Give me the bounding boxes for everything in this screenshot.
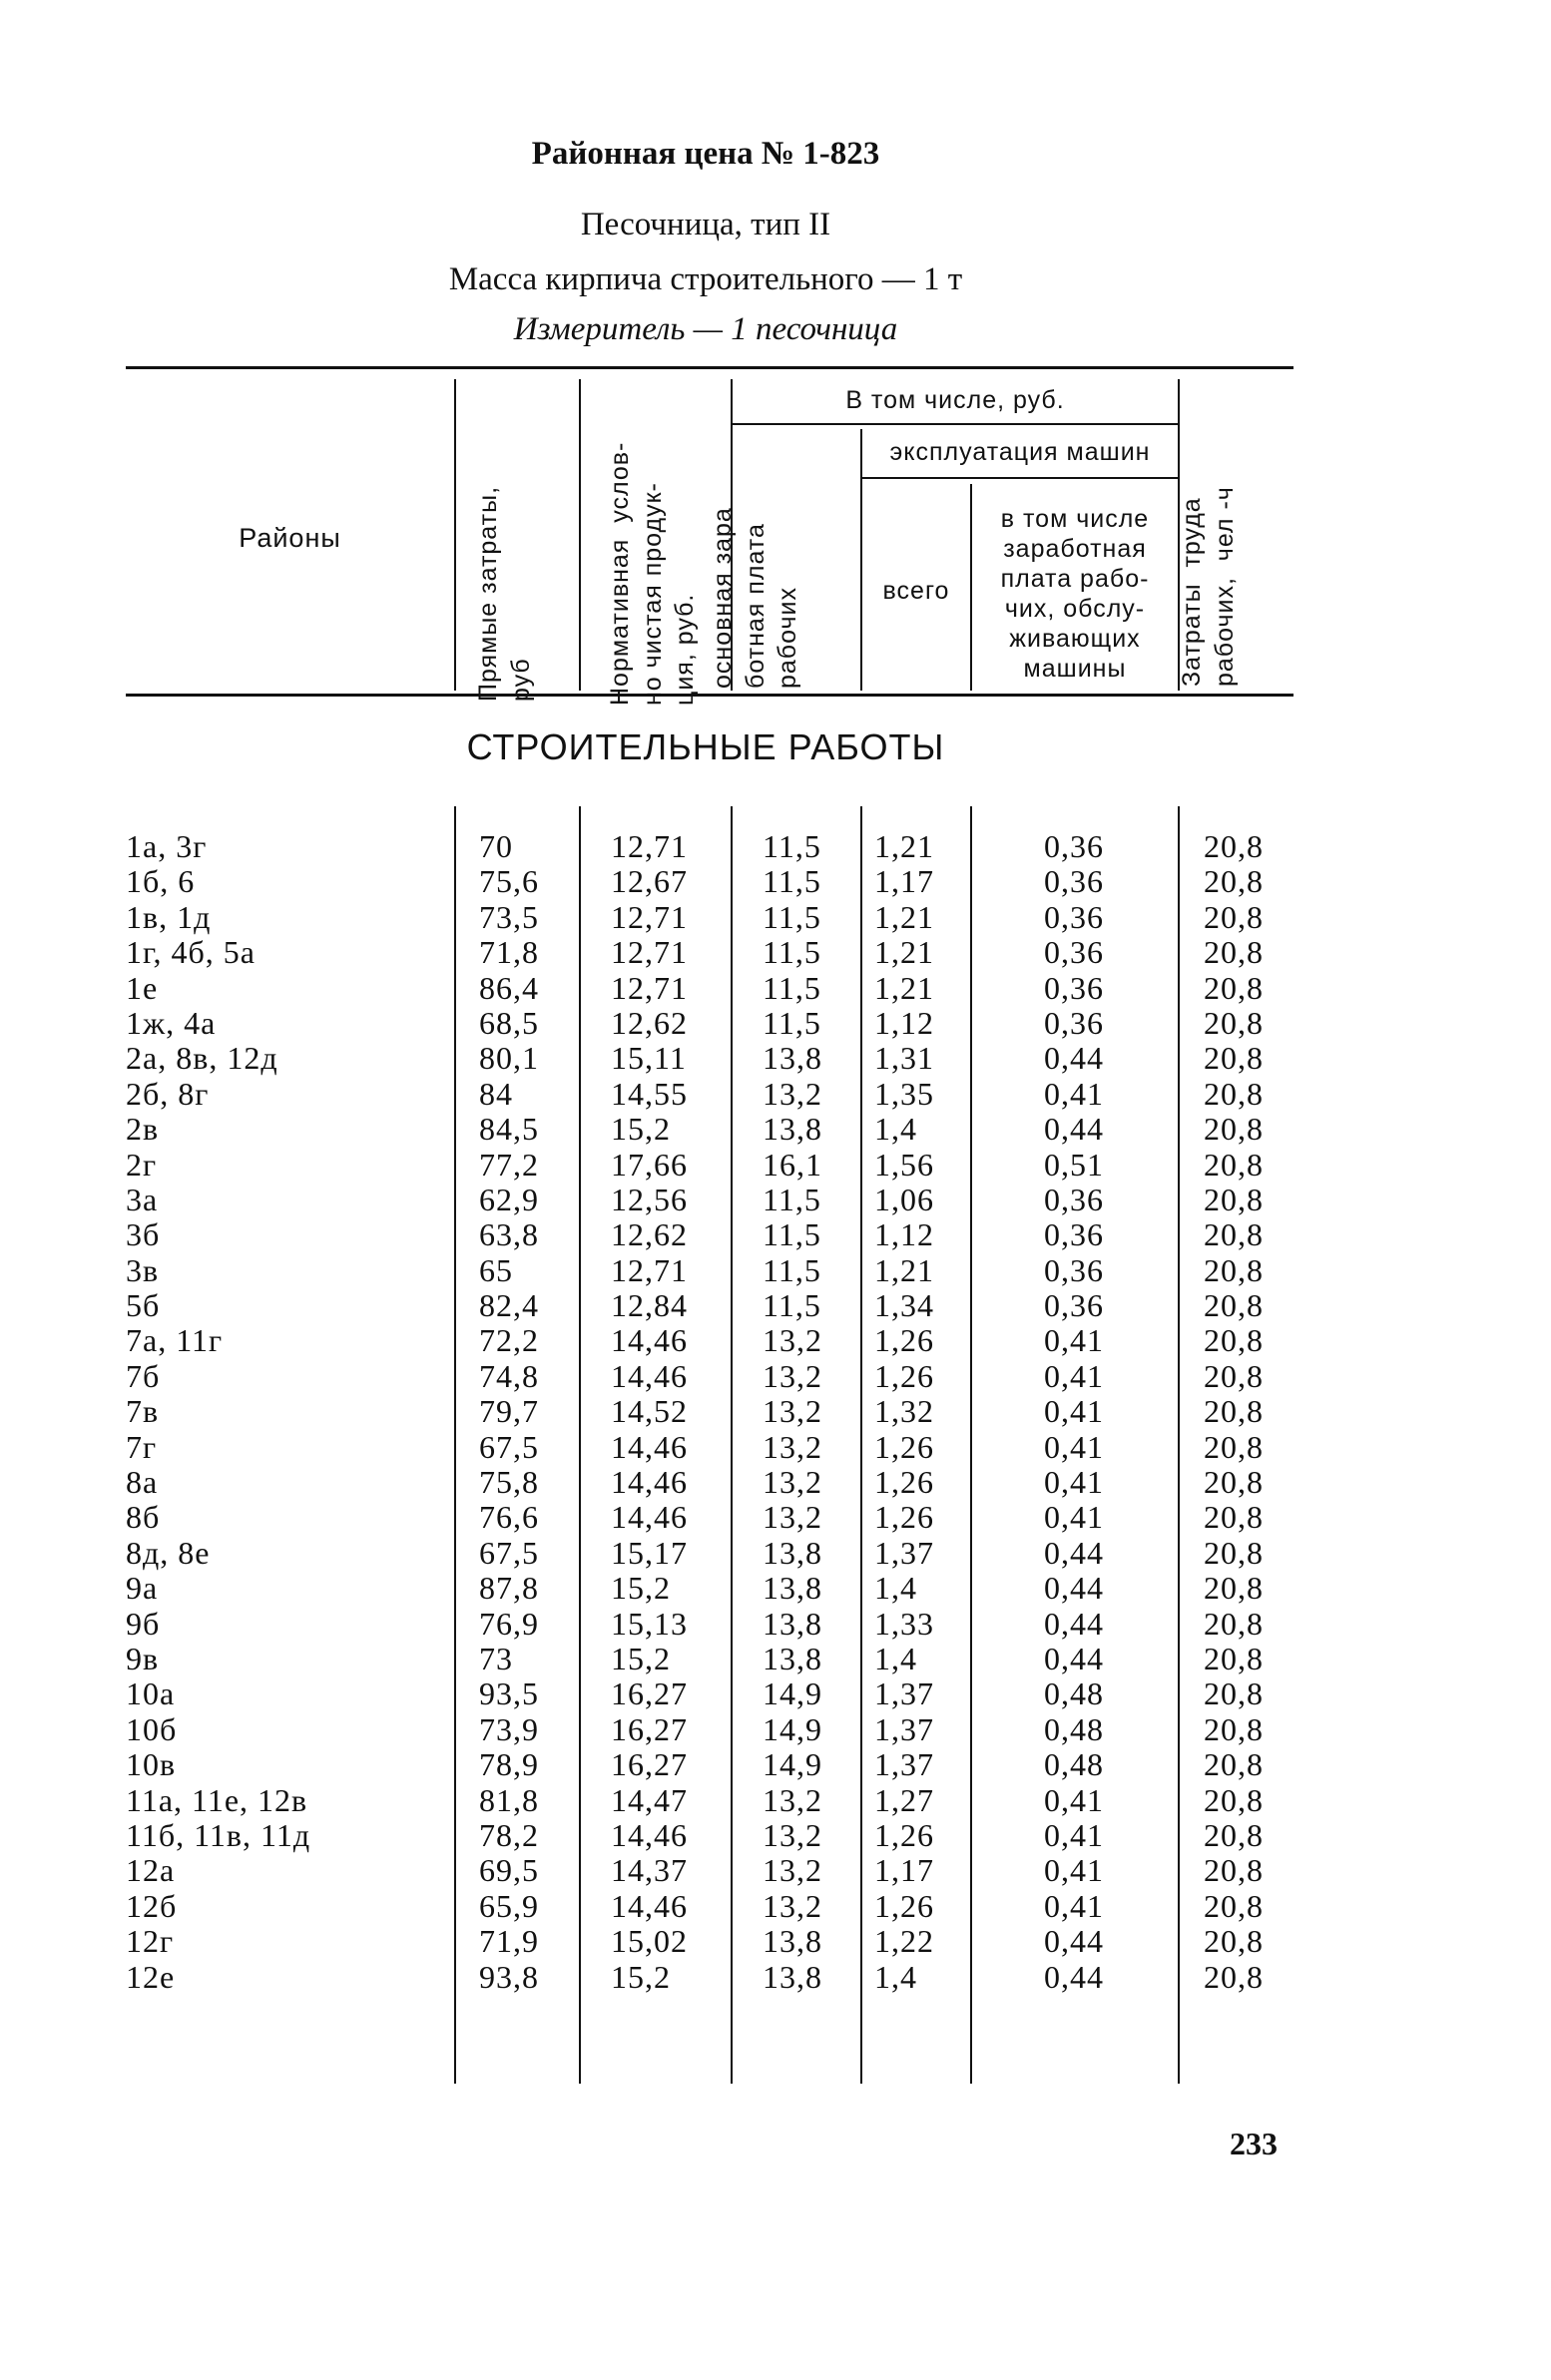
cell-region: 8а [126, 1464, 159, 1501]
cell-machine-wage: 0,36 [1044, 1251, 1104, 1288]
header-regions: Районы [239, 523, 341, 553]
cell-machine-wage: 0,41 [1044, 1322, 1104, 1359]
cell-region: 12а [126, 1852, 176, 1889]
cell-labor-costs: 20,8 [1204, 1393, 1264, 1430]
cell-machine-total: 1,21 [874, 1251, 934, 1288]
table-row [0, 1535, 1411, 1570]
cell-basic-wage: 14,9 [763, 1710, 822, 1747]
cell-labor-costs: 20,8 [1204, 1464, 1264, 1501]
cell-machine-wage: 0,44 [1044, 1958, 1104, 1995]
cell-direct-costs: 81,8 [479, 1781, 539, 1818]
subtitle-line-3: Измеритель — 1 песочница [513, 311, 898, 347]
cell-machine-total: 1,26 [874, 1464, 934, 1501]
cell-machine-total: 1,34 [874, 1287, 934, 1324]
cell-region: 12г [126, 1923, 175, 1960]
cell-direct-costs: 79,7 [479, 1393, 539, 1430]
cell-labor-costs: 20,8 [1204, 1428, 1264, 1465]
cell-basic-wage: 11,5 [763, 934, 821, 971]
cell-labor-costs: 20,8 [1204, 1640, 1264, 1676]
cell-region: 2б, 8г [126, 1075, 210, 1112]
cell-basic-wage: 13,2 [763, 1393, 822, 1430]
cell-normative-net: 12,71 [611, 934, 688, 971]
cell-basic-wage: 11,5 [763, 1287, 821, 1324]
cell-machine-total: 1,37 [874, 1710, 934, 1747]
table-row [0, 1358, 1411, 1393]
cell-machine-wage: 0,36 [1044, 898, 1104, 935]
cell-direct-costs: 62,9 [479, 1181, 539, 1217]
cell-machine-total: 1,21 [874, 934, 934, 971]
table-row [0, 1641, 1411, 1675]
cell-region: 12е [126, 1958, 176, 1995]
cell-direct-costs: 71,8 [479, 934, 539, 971]
cell-machine-wage: 0,36 [1044, 969, 1104, 1006]
cell-direct-costs: 74,8 [479, 1357, 539, 1394]
cell-machine-wage: 0,41 [1044, 1464, 1104, 1501]
cell-labor-costs: 20,8 [1204, 1075, 1264, 1112]
cell-region: 9а [126, 1570, 159, 1607]
cell-machine-wage: 0,44 [1044, 1923, 1104, 1960]
cell-machine-total: 1,35 [874, 1075, 934, 1112]
cell-machine-total: 1,26 [874, 1428, 934, 1465]
cell-basic-wage: 13,8 [763, 1534, 822, 1571]
table-row [0, 1182, 1411, 1216]
cell-labor-costs: 20,8 [1204, 1287, 1264, 1324]
cell-normative-net: 14,46 [611, 1887, 688, 1924]
cell-direct-costs: 84 [479, 1075, 513, 1112]
cell-normative-net: 15,2 [611, 1958, 671, 1995]
cell-machine-wage: 0,41 [1044, 1887, 1104, 1924]
table-row [0, 1499, 1411, 1534]
cell-normative-net: 12,71 [611, 969, 688, 1006]
cell-direct-costs: 68,5 [479, 1004, 539, 1041]
cell-basic-wage: 14,9 [763, 1746, 822, 1783]
header-basic-wage: основная зара ботная плата рабочих [709, 507, 801, 689]
cell-normative-net: 15,2 [611, 1570, 671, 1607]
cell-basic-wage: 11,5 [763, 1004, 821, 1041]
cell-machine-total: 1,17 [874, 863, 934, 900]
cell-region: 9в [126, 1640, 160, 1676]
cell-basic-wage: 11,5 [763, 1181, 821, 1217]
cell-normative-net: 14,47 [611, 1781, 688, 1818]
cell-machine-wage: 0,44 [1044, 1605, 1104, 1642]
header-vrule-4 [860, 429, 862, 691]
cell-region: 1а, 3г [126, 828, 208, 864]
cell-machine-wage: 0,44 [1044, 1111, 1104, 1148]
cell-labor-costs: 20,8 [1204, 1216, 1264, 1253]
cell-basic-wage: 16,1 [763, 1146, 822, 1183]
cell-region: 10а [126, 1675, 176, 1712]
cell-machine-wage: 0,44 [1044, 1534, 1104, 1571]
cell-direct-costs: 75,6 [479, 863, 539, 900]
cell-machine-total: 1,56 [874, 1146, 934, 1183]
cell-direct-costs: 82,4 [479, 1287, 539, 1324]
cell-labor-costs: 20,8 [1204, 1710, 1264, 1747]
table-row [0, 1005, 1411, 1040]
cell-labor-costs: 20,8 [1204, 1675, 1264, 1712]
cell-direct-costs: 72,2 [479, 1322, 539, 1359]
table-row [0, 1252, 1411, 1287]
cell-region: 3а [126, 1181, 159, 1217]
cell-normative-net: 15,13 [611, 1605, 688, 1642]
table-row [0, 1111, 1411, 1146]
cell-normative-net: 12,62 [611, 1216, 688, 1253]
cell-machine-total: 1,12 [874, 1216, 934, 1253]
cell-normative-net: 14,46 [611, 1816, 688, 1853]
cell-labor-costs: 20,8 [1204, 1781, 1264, 1818]
cell-machine-total: 1,26 [874, 1816, 934, 1853]
cell-normative-net: 12,71 [611, 898, 688, 935]
table-row [0, 970, 1411, 1005]
cell-normative-net: 15,17 [611, 1534, 688, 1571]
cell-basic-wage: 13,2 [763, 1322, 822, 1359]
header-machine-wage-line: в том числе [1000, 505, 1150, 533]
cell-normative-net: 14,37 [611, 1852, 688, 1889]
cell-normative-net: 14,46 [611, 1499, 688, 1536]
cell-labor-costs: 20,8 [1204, 1887, 1264, 1924]
header-machine-total: всего [882, 577, 950, 605]
cell-basic-wage: 13,2 [763, 1357, 822, 1394]
cell-basic-wage: 13,2 [763, 1816, 822, 1853]
cell-direct-costs: 65 [479, 1251, 513, 1288]
header-machine-wage-line: чих, обслу- [1004, 595, 1146, 623]
table-row [0, 1570, 1411, 1605]
table-row [0, 828, 1411, 863]
cell-normative-net: 14,52 [611, 1393, 688, 1430]
cell-labor-costs: 20,8 [1204, 1816, 1264, 1853]
header-normative-net: Нормативная услов- но чистая продук- ция, руб. [606, 441, 699, 706]
cell-labor-costs: 20,8 [1204, 1534, 1264, 1571]
cell-machine-wage: 0,44 [1044, 1040, 1104, 1077]
cell-machine-wage: 0,36 [1044, 828, 1104, 864]
table-row [0, 899, 1411, 934]
cell-basic-wage: 13,8 [763, 1040, 822, 1077]
cell-region: 2г [126, 1146, 158, 1183]
cell-region: 11б, 11в, 11д [126, 1816, 311, 1853]
cell-normative-net: 15,2 [611, 1111, 671, 1148]
cell-machine-total: 1,26 [874, 1887, 934, 1924]
cell-machine-total: 1,17 [874, 1852, 934, 1889]
cell-normative-net: 15,02 [611, 1923, 688, 1960]
cell-machine-wage: 0,36 [1044, 1216, 1104, 1253]
cell-basic-wage: 13,2 [763, 1464, 822, 1501]
cell-labor-costs: 20,8 [1204, 1570, 1264, 1607]
cell-machine-wage: 0,48 [1044, 1675, 1104, 1712]
cell-region: 7а, 11г [126, 1322, 224, 1359]
cell-normative-net: 14,46 [611, 1464, 688, 1501]
cell-region: 3б [126, 1216, 161, 1253]
cell-machine-wage: 0,51 [1044, 1146, 1104, 1183]
table-row [0, 1147, 1411, 1182]
cell-basic-wage: 13,2 [763, 1499, 822, 1536]
table-row [0, 1464, 1411, 1499]
header-including: В том числе, руб. [845, 386, 1065, 414]
cell-machine-total: 1,21 [874, 969, 934, 1006]
cell-machine-total: 1,31 [874, 1040, 934, 1077]
table-row [0, 1287, 1411, 1322]
cell-machine-total: 1,37 [874, 1675, 934, 1712]
cell-labor-costs: 20,8 [1204, 1746, 1264, 1783]
cell-machine-total: 1,33 [874, 1605, 934, 1642]
header-bottom-rule [126, 694, 1293, 697]
cell-basic-wage: 13,2 [763, 1428, 822, 1465]
table-row [0, 1429, 1411, 1464]
cell-machine-total: 1,26 [874, 1322, 934, 1359]
subtitle-line-2: Масса кирпича строительного — 1 т [448, 261, 963, 297]
cell-labor-costs: 20,8 [1204, 1251, 1264, 1288]
cell-normative-net: 15,2 [611, 1640, 671, 1676]
cell-direct-costs: 70 [479, 828, 513, 864]
cell-direct-costs: 86,4 [479, 969, 539, 1006]
cell-direct-costs: 78,2 [479, 1816, 539, 1853]
cell-direct-costs: 87,8 [479, 1570, 539, 1607]
cell-machine-wage: 0,41 [1044, 1852, 1104, 1889]
cell-direct-costs: 67,5 [479, 1428, 539, 1465]
cell-direct-costs: 63,8 [479, 1216, 539, 1253]
cell-labor-costs: 20,8 [1204, 1004, 1264, 1041]
table-row [0, 1711, 1411, 1746]
cell-region: 5б [126, 1287, 161, 1324]
cell-machine-wage: 0,41 [1044, 1781, 1104, 1818]
cell-basic-wage: 11,5 [763, 828, 821, 864]
header-direct-costs: Прямые затраты, руб [474, 485, 535, 702]
cell-region: 1б, 6 [126, 863, 196, 900]
cell-basic-wage: 13,2 [763, 1075, 822, 1112]
cell-machine-wage: 0,41 [1044, 1357, 1104, 1394]
cell-labor-costs: 20,8 [1204, 1181, 1264, 1217]
cell-direct-costs: 93,8 [479, 1958, 539, 1995]
cell-direct-costs: 73,5 [479, 898, 539, 935]
cell-machine-total: 1,37 [874, 1534, 934, 1571]
cell-direct-costs: 69,5 [479, 1852, 539, 1889]
cell-normative-net: 12,56 [611, 1181, 688, 1217]
cell-machine-wage: 0,48 [1044, 1746, 1104, 1783]
cell-normative-net: 12,67 [611, 863, 688, 900]
cell-machine-total: 1,37 [874, 1746, 934, 1783]
cell-normative-net: 12,84 [611, 1287, 688, 1324]
section-title: СТРОИТЕЛЬНЫЕ РАБОТЫ [466, 726, 945, 767]
cell-machine-total: 1,21 [874, 828, 934, 864]
cell-basic-wage: 13,2 [763, 1887, 822, 1924]
cell-region: 7б [126, 1357, 161, 1394]
page-title: Районная цена № 1-823 [531, 136, 880, 172]
cell-machine-wage: 0,41 [1044, 1816, 1104, 1853]
cell-machine-total: 1,32 [874, 1393, 934, 1430]
cell-labor-costs: 20,8 [1204, 1322, 1264, 1359]
cell-labor-costs: 20,8 [1204, 934, 1264, 971]
cell-normative-net: 16,27 [611, 1710, 688, 1747]
cell-direct-costs: 73 [479, 1640, 513, 1676]
cell-direct-costs: 65,9 [479, 1887, 539, 1924]
cell-direct-costs: 80,1 [479, 1040, 539, 1077]
cell-machine-total: 1,26 [874, 1499, 934, 1536]
table-row [0, 1322, 1411, 1357]
cell-labor-costs: 20,8 [1204, 863, 1264, 900]
cell-normative-net: 17,66 [611, 1146, 688, 1183]
cell-region: 3в [126, 1251, 160, 1288]
cell-labor-costs: 20,8 [1204, 898, 1264, 935]
machine-subrule [860, 477, 1178, 479]
header-vrule-1 [454, 379, 456, 691]
table-row [0, 1782, 1411, 1817]
cell-region: 10в [126, 1746, 177, 1783]
table-body [0, 828, 1411, 1994]
table-row [0, 1606, 1411, 1641]
cell-region: 9б [126, 1605, 161, 1642]
table-row [0, 1040, 1411, 1075]
table-row [0, 1817, 1411, 1852]
cell-basic-wage: 11,5 [763, 863, 821, 900]
cell-region: 8б [126, 1499, 161, 1536]
cell-direct-costs: 93,5 [479, 1675, 539, 1712]
cell-basic-wage: 13,8 [763, 1605, 822, 1642]
cell-normative-net: 14,46 [611, 1428, 688, 1465]
header-machine-wage-line: машины [1023, 655, 1127, 683]
cell-basic-wage: 14,9 [763, 1675, 822, 1712]
cell-direct-costs: 84,5 [479, 1111, 539, 1148]
table-row [0, 863, 1411, 898]
table-row [0, 1852, 1411, 1887]
header-machine-wage [972, 504, 1178, 684]
cell-normative-net: 14,46 [611, 1357, 688, 1394]
subtitle-line-1: Песочница, тип II [580, 207, 831, 242]
cell-basic-wage: 11,5 [763, 1251, 821, 1288]
including-subrule [731, 423, 1178, 425]
cell-normative-net: 14,55 [611, 1075, 688, 1112]
cell-labor-costs: 20,8 [1204, 1852, 1264, 1889]
cell-basic-wage: 13,8 [763, 1958, 822, 1995]
header-labor-costs: Затраты труда рабочих, чел -ч [1178, 486, 1239, 687]
cell-basic-wage: 13,8 [763, 1570, 822, 1607]
cell-basic-wage: 13,2 [763, 1852, 822, 1889]
cell-machine-total: 1,12 [874, 1004, 934, 1041]
cell-machine-total: 1,26 [874, 1357, 934, 1394]
cell-machine-total: 1,21 [874, 898, 934, 935]
cell-region: 7в [126, 1393, 160, 1430]
cell-normative-net: 14,46 [611, 1322, 688, 1359]
cell-direct-costs: 76,6 [479, 1499, 539, 1536]
cell-normative-net: 12,71 [611, 1251, 688, 1288]
cell-normative-net: 12,62 [611, 1004, 688, 1041]
cell-direct-costs: 75,8 [479, 1464, 539, 1501]
cell-labor-costs: 20,8 [1204, 1111, 1264, 1148]
cell-labor-costs: 20,8 [1204, 1357, 1264, 1394]
cell-machine-total: 1,06 [874, 1181, 934, 1217]
cell-machine-wage: 0,36 [1044, 934, 1104, 971]
cell-machine-total: 1,4 [874, 1111, 917, 1148]
table-row [0, 1959, 1411, 1994]
cell-normative-net: 15,11 [611, 1040, 687, 1077]
table-row [0, 1888, 1411, 1923]
table-row [0, 1393, 1411, 1428]
cell-machine-wage: 0,44 [1044, 1570, 1104, 1607]
table-row [0, 1923, 1411, 1958]
cell-region: 12б [126, 1887, 178, 1924]
cell-region: 1г, 4б, 5а [126, 934, 256, 971]
cell-basic-wage: 13,2 [763, 1781, 822, 1818]
header-machine-wage-line: плата рабо- [1000, 565, 1150, 593]
cell-direct-costs: 77,2 [479, 1146, 539, 1183]
cell-machine-wage: 0,41 [1044, 1393, 1104, 1430]
cell-labor-costs: 20,8 [1204, 969, 1264, 1006]
cell-labor-costs: 20,8 [1204, 1605, 1264, 1642]
cell-labor-costs: 20,8 [1204, 1923, 1264, 1960]
cell-normative-net: 16,27 [611, 1746, 688, 1783]
table-row [0, 934, 1411, 969]
header-machine-operation: эксплуатация машин [889, 438, 1151, 466]
cell-region: 8д, 8е [126, 1534, 211, 1571]
cell-region: 11а, 11е, 12в [126, 1781, 308, 1818]
table-row [0, 1076, 1411, 1111]
cell-region: 1е [126, 969, 159, 1006]
cell-machine-wage: 0,36 [1044, 1287, 1104, 1324]
cell-labor-costs: 20,8 [1204, 1146, 1264, 1183]
cell-basic-wage: 13,8 [763, 1923, 822, 1960]
cell-machine-wage: 0,36 [1044, 1181, 1104, 1217]
cell-machine-total: 1,27 [874, 1781, 934, 1818]
cell-basic-wage: 11,5 [763, 1216, 821, 1253]
cell-region: 1ж, 4а [126, 1004, 217, 1041]
cell-machine-wage: 0,44 [1044, 1640, 1104, 1676]
header-machine-wage-line: живающих [1009, 625, 1141, 653]
cell-machine-wage: 0,48 [1044, 1710, 1104, 1747]
cell-direct-costs: 76,9 [479, 1605, 539, 1642]
cell-labor-costs: 20,8 [1204, 1499, 1264, 1536]
header-vrule-2 [579, 379, 581, 691]
cell-machine-wage: 0,41 [1044, 1428, 1104, 1465]
cell-region: 7г [126, 1428, 158, 1465]
table-row [0, 1216, 1411, 1251]
cell-machine-total: 1,4 [874, 1570, 917, 1607]
cell-direct-costs: 67,5 [479, 1534, 539, 1571]
cell-machine-wage: 0,41 [1044, 1075, 1104, 1112]
cell-machine-total: 1,22 [874, 1923, 934, 1960]
cell-machine-total: 1,4 [874, 1958, 917, 1995]
cell-machine-wage: 0,36 [1044, 1004, 1104, 1041]
cell-labor-costs: 20,8 [1204, 828, 1264, 864]
cell-normative-net: 16,27 [611, 1675, 688, 1712]
cell-labor-costs: 20,8 [1204, 1958, 1264, 1995]
cell-basic-wage: 13,8 [763, 1640, 822, 1676]
header-machine-wage-line: заработная [1003, 535, 1147, 563]
cell-basic-wage: 11,5 [763, 898, 821, 935]
cell-region: 2в [126, 1111, 160, 1148]
cell-machine-wage: 0,36 [1044, 863, 1104, 900]
cell-normative-net: 12,71 [611, 828, 688, 864]
cell-machine-wage: 0,41 [1044, 1499, 1104, 1536]
cell-region: 1в, 1д [126, 898, 212, 935]
cell-direct-costs: 71,9 [479, 1923, 539, 1960]
table-top-rule [126, 366, 1293, 369]
cell-labor-costs: 20,8 [1204, 1040, 1264, 1077]
page-number: 233 [1230, 2126, 1278, 2161]
cell-basic-wage: 13,8 [763, 1111, 822, 1148]
table-row [0, 1675, 1411, 1710]
cell-machine-total: 1,4 [874, 1640, 917, 1676]
table-row [0, 1746, 1411, 1781]
cell-region: 2а, 8в, 12д [126, 1040, 278, 1077]
cell-basic-wage: 11,5 [763, 969, 821, 1006]
cell-direct-costs: 78,9 [479, 1746, 539, 1783]
cell-direct-costs: 73,9 [479, 1710, 539, 1747]
cell-region: 10б [126, 1710, 178, 1747]
